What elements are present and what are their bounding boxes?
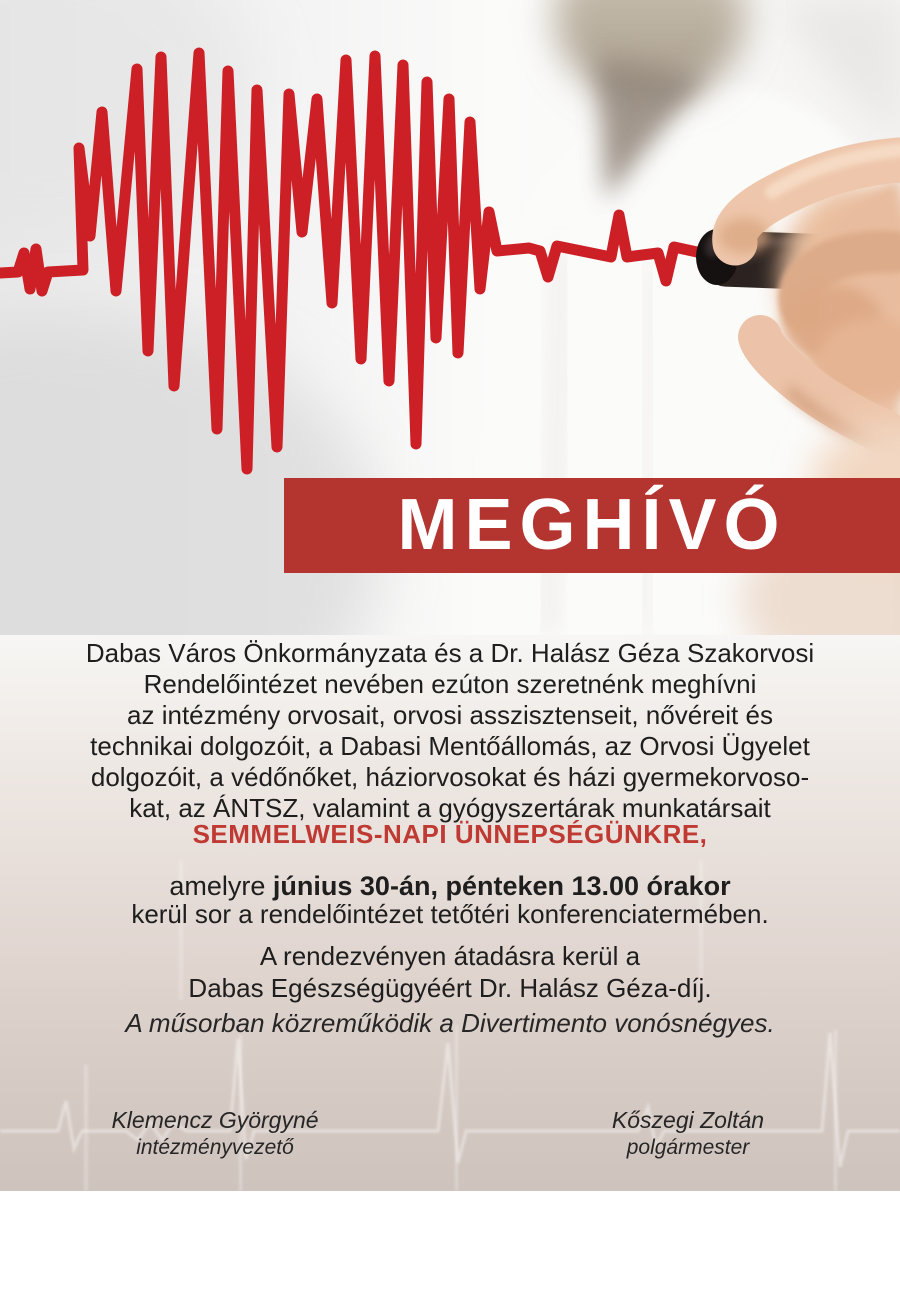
invitation-line: Dabas Város Önkormányzata és a Dr. Halász Géza Szakorvosi [85,638,815,668]
signature-left-name: Klemencz Györgyné [111,1107,319,1133]
invitation-body [0,635,900,1191]
invitation-line: kat, az ÁNTSZ, valamint a gyógyszertárak munkatársait [129,793,771,823]
event-location: kerül sor a rendelőintézet tetőtéri konferenciatermében. [131,899,769,929]
program-note: A műsorban közreműködik a Divertimento vonósnégyes. [125,1008,775,1038]
award-paragraph [0,940,900,1004]
invite-title: MEGHÍVÓ [397,485,787,565]
invitation-line: technikai dolgozóit, a Dabasi Mentőállomás, az Orvosi Ügyelet [90,731,810,761]
invitation-line: az intézmény orvosait, orvosi asszisztenseit, nővéreit és [127,700,773,730]
signature-left [65,1107,365,1161]
signature-right-name: Kőszegi Zoltán [611,1107,765,1133]
event-datetime-bold: június 30-án, pénteken 13.00 órakor [272,871,731,901]
signature-left-title: intézményvezető [136,1136,294,1159]
award-line: Dabas Egészségügyéért Dr. Halász Géza-díj. [188,973,712,1003]
signature-right-title: polgármester [626,1136,750,1159]
event-heading: SEMMELWEIS-NAPI ÜNNEPSÉGÜNKRE, [192,819,708,849]
award-line: A rendezvényen átadásra kerül a [259,941,641,971]
invitation-line: dolgozóit, a védőnőket, háziorvosokat és házi gyermekorvoso- [90,762,810,792]
invitation-line: Rendelőintézet nevében ezúton szeretnénk meghívni [143,669,757,699]
signature-right [538,1107,838,1161]
invite-banner [284,478,900,573]
event-datetime-prefix: amelyre [169,871,273,901]
fingertip-shading [718,218,770,254]
invitation-paragraph [0,638,900,824]
